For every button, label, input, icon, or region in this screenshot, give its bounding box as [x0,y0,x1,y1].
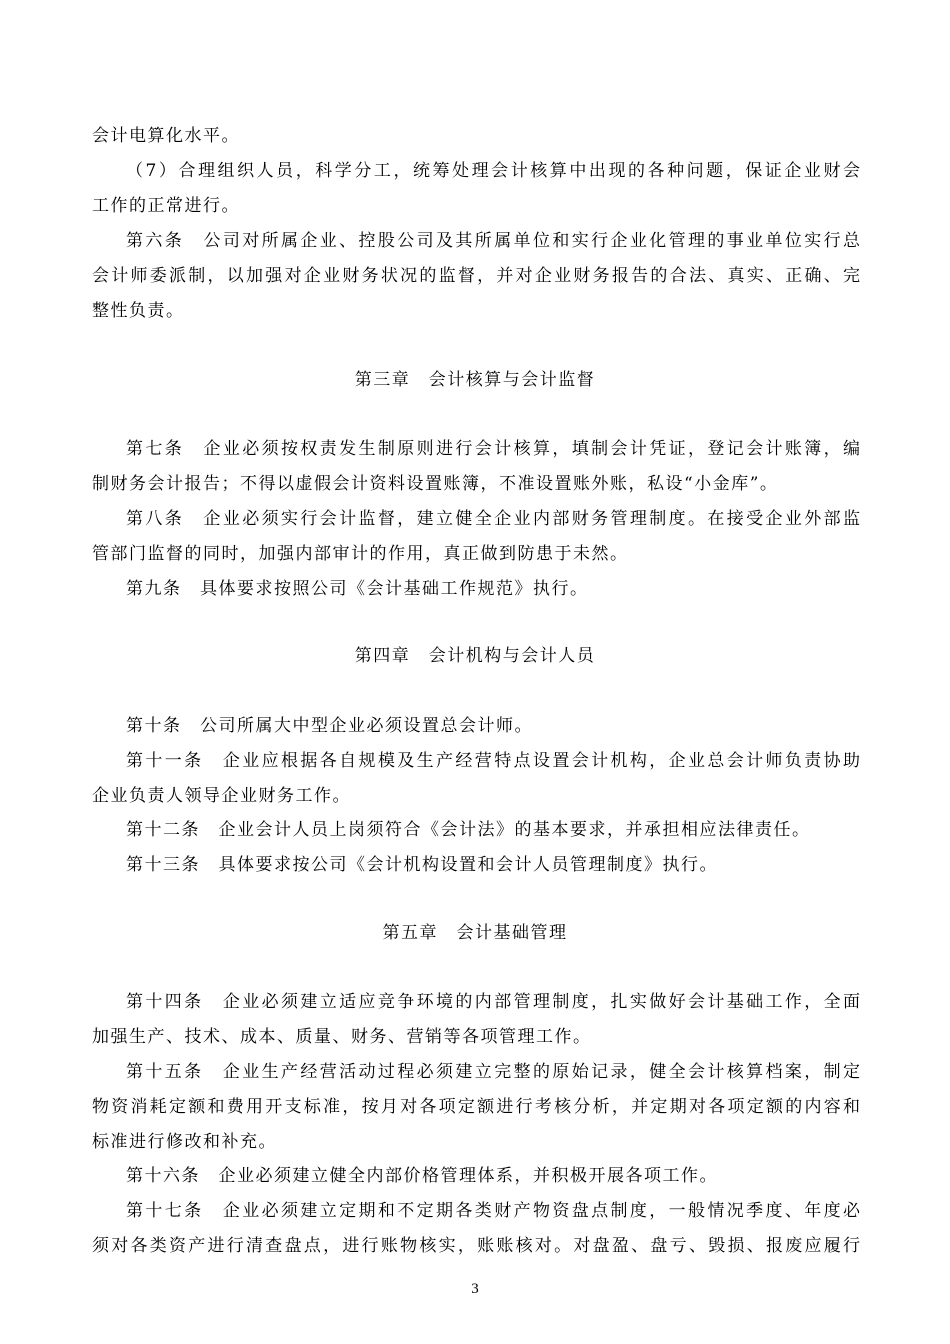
paragraph-line: 管部门监督的同时，加强内部审计的作用，真正做到防患于未然。 [92,544,629,564]
paragraph-line: 第十六条 企业必须建立健全内部价格管理体系，并积极开展各项工作。 [126,1166,718,1186]
chapter-heading: 第五章 会计基础管理 [382,923,568,943]
paragraph-line: 工作的正常进行。 [92,196,240,216]
paragraph-line: 整性负责。 [92,301,185,321]
paragraph-line: 第十七条 企业必须建立定期和不定期各类财产物资盘点制度，一般情况季度、年度必 [126,1201,860,1221]
paragraph-line: 会计电算化水平。 [92,126,240,146]
paragraph-line: 标准进行修改和补充。 [92,1132,277,1152]
paragraph-line: 第九条 具体要求按照公司《会计基础工作规范》执行。 [126,579,589,599]
paragraph-line: 加强生产、技术、成本、质量、财务、营销等各项管理工作。 [92,1027,592,1047]
page-number: 3 [471,1281,479,1297]
paragraph-line: （7）合理组织人员，科学分工，统筹处理会计核算中出现的各种问题，保证企业财会 [126,161,860,181]
paragraph-line: 物资消耗定额和费用开支标准，按月对各项定额进行考核分析，并定期对各项定额的内容和 [92,1097,860,1117]
paragraph-line: 第八条 企业必须实行会计监督，建立健全企业内部财务管理制度。在接受企业外部监 [126,509,860,529]
paragraph-line: 第十五条 企业生产经营活动过程必须建立完整的原始记录，健全会计核算档案，制定 [126,1062,860,1082]
paragraph-line: 制财务会计报告；不得以虚假会计资料设置账簿，不准设置账外账，私设“小金库”。 [92,474,779,494]
paragraph-line: 第十二条 企业会计人员上岗须符合《会计法》的基本要求，并承担相应法律责任。 [126,820,811,840]
paragraph-line: 第十三条 具体要求按公司《会计机构设置和会计人员管理制度》执行。 [126,855,718,875]
paragraph-line: 须对各类资产进行清查盘点，进行账物核实，账账核对。对盘盈、盘亏、毁损、报废应履行 [92,1236,860,1256]
paragraph-line: 第十条 公司所属大中型企业必须设置总会计师。 [126,716,533,736]
paragraph-line: 会计师委派制，以加强对企业财务状况的监督，并对企业财务报告的合法、真实、正确、完 [92,266,860,286]
paragraph-line: 企业负责人领导企业财务工作。 [92,786,351,806]
paragraph-line: 第七条 企业必须按权责发生制原则进行会计核算，填制会计凭证，登记会计账簿，编 [126,439,860,459]
paragraph-line: 第十四条 企业必须建立适应竞争环境的内部管理制度，扎实做好会计基础工作，全面 [126,992,860,1012]
paragraph-line: 第十一条 企业应根据各自规模及生产经营特点设置会计机构，企业总会计师负责协助 [126,751,860,771]
chapter-heading: 第四章 会计机构与会计人员 [354,646,596,666]
paragraph-line: 第六条 公司对所属企业、控股公司及其所属单位和实行企业化管理的事业单位实行总 [126,231,860,251]
chapter-heading: 第三章 会计核算与会计监督 [354,370,596,390]
